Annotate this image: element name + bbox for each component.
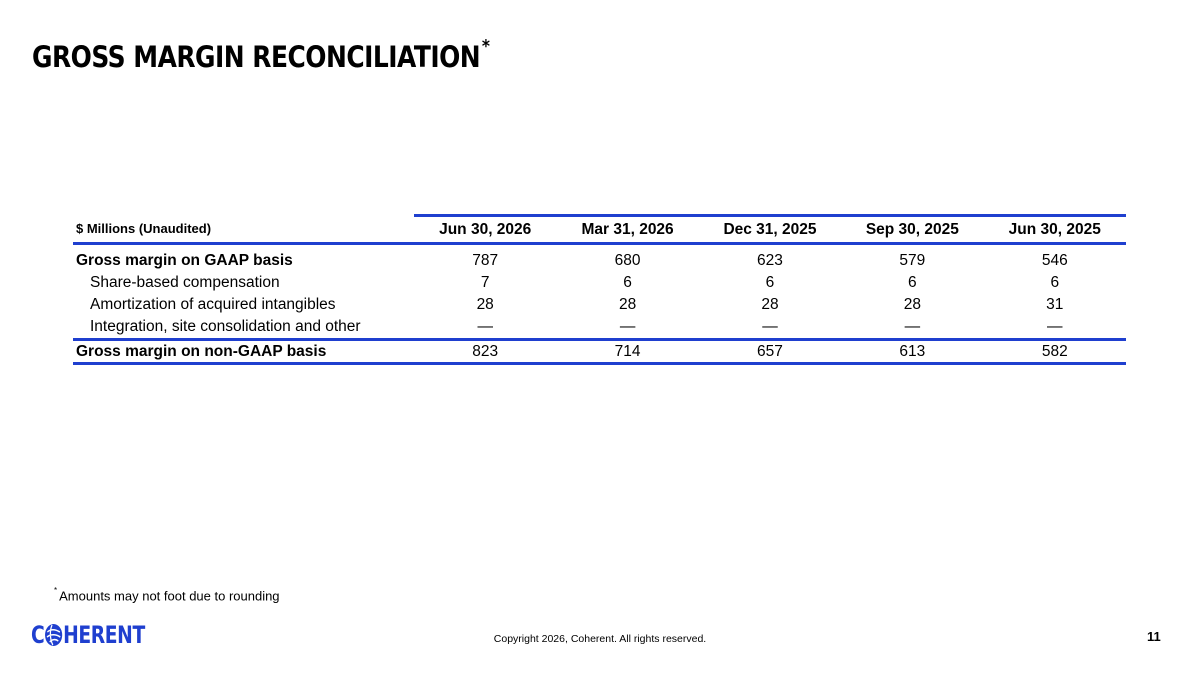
column-header: Sep 30, 2025 xyxy=(841,216,983,244)
table-row-non-gaap-gross-margin xyxy=(73,340,1126,364)
copyright-notice: Copyright 2026, Coherent. All rights reserved. xyxy=(493,633,707,645)
table-cell: 787 xyxy=(472,252,499,269)
table-cell: — xyxy=(1047,318,1063,335)
table-cell: 6 xyxy=(765,274,775,291)
table-cell: 582 xyxy=(984,340,1126,364)
table-cell: 623 xyxy=(757,252,783,269)
row-label: Amortization of acquired intangibles xyxy=(90,296,336,313)
table-header-row xyxy=(73,216,1126,244)
row-label: Share-based compensation xyxy=(90,274,280,291)
row-label: Gross margin on non-GAAP basis xyxy=(73,340,414,364)
logo-text-c: C xyxy=(31,621,45,649)
table-cell: — xyxy=(477,318,493,335)
table-cell: 6 xyxy=(908,274,917,291)
page-title xyxy=(32,36,490,74)
column-header: Jun 30, 2025 xyxy=(984,216,1126,244)
footnote-marker: * xyxy=(54,586,58,595)
table-cell: 28 xyxy=(618,296,637,313)
logo-text-rest: HERENT xyxy=(63,621,145,649)
table-cell: 613 xyxy=(841,340,983,364)
table-cell: 546 xyxy=(1041,252,1068,269)
table-cell: 6 xyxy=(623,274,632,291)
column-header: Mar 31, 2026 xyxy=(556,216,698,244)
table-cell: — xyxy=(904,318,921,335)
table-cell: 657 xyxy=(699,340,841,364)
table-cell: 6 xyxy=(1050,274,1060,291)
column-header: Jun 30, 2026 xyxy=(414,216,556,244)
table-cell: — xyxy=(619,318,636,335)
page-title-text: GROSS MARGIN RECONCILIATION xyxy=(32,40,481,74)
table-cell: 28 xyxy=(903,296,921,313)
table-cell: 7 xyxy=(480,274,490,291)
table-cell: 28 xyxy=(476,296,494,313)
table-cell: 579 xyxy=(899,252,926,269)
row-label: Integration, site consolidation and other xyxy=(90,318,361,335)
table-cell: 680 xyxy=(614,252,641,269)
page-number: 11 xyxy=(1147,629,1161,644)
footnote-text: Amounts may not foot due to rounding xyxy=(59,588,280,604)
table-cell: 823 xyxy=(414,340,556,364)
table-cell: 714 xyxy=(556,340,698,364)
footnote xyxy=(54,588,280,603)
row-label: Gross margin on GAAP basis xyxy=(76,252,293,269)
title-footnote-marker: * xyxy=(481,36,490,58)
table-cell: 28 xyxy=(761,296,779,313)
unit-label: $ Millions (Unaudited) xyxy=(73,216,414,244)
table-cell: — xyxy=(762,318,778,335)
table-row-share-based-compensation xyxy=(73,272,1126,294)
table-cell: 31 xyxy=(1046,296,1064,313)
table-row-integration xyxy=(73,316,1126,340)
table-row-gaap-gross-margin xyxy=(73,244,1126,273)
column-header: Dec 31, 2025 xyxy=(699,216,841,244)
gross-margin-reconciliation-table xyxy=(73,214,1126,365)
table-row-amortization xyxy=(73,294,1126,316)
